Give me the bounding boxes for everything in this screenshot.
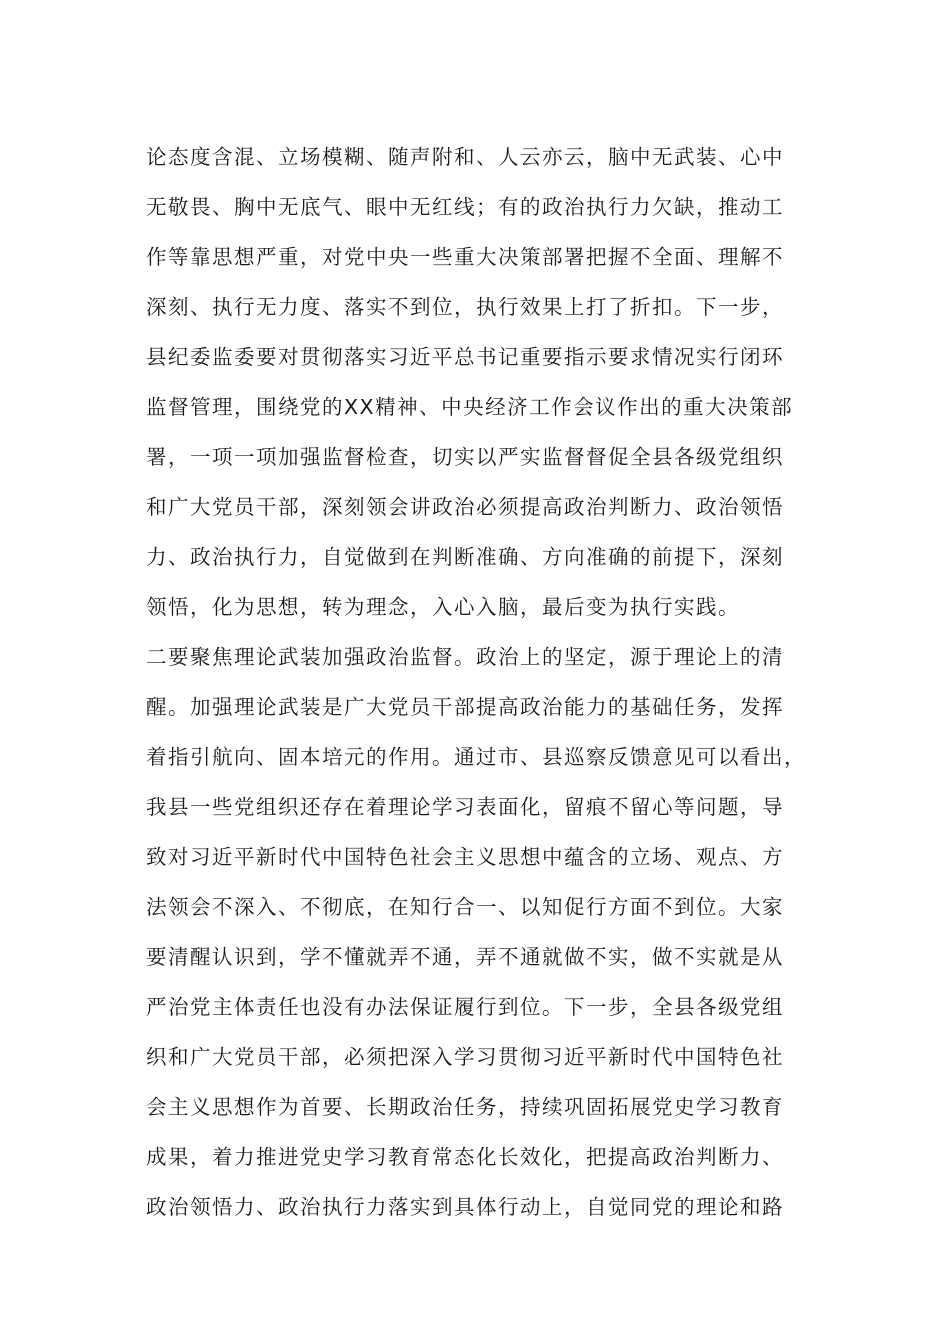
text-line: 监督管理，围绕党的XX精神、中央经济工作会议作出的重大决策部 [146,395,794,419]
text-line: 我县一些党组织还存在着理论学习表面化，留痕不留心等问题，导 [146,795,784,819]
text-line: 论态度含混、立场模糊、随声附和、人云亦云，脑中无武装、心中 [146,145,784,169]
text-line: 严治党主体责任也没有办法保证履行到位。下一步，全县各级党组 [146,995,784,1019]
text-line: 织和广大党员干部，必须把深入学习贯彻习近平新时代中国特色社 [146,1045,784,1069]
text-line: 要清醒认识到，学不懂就弄不通，弄不通就做不实，做不实就是从 [146,945,784,969]
text-line: 法领会不深入、不彻底，在知行合一、以知促行方面不到位。大家 [146,895,784,919]
text-line: 醒。加强理论武装是广大党员干部提高政治能力的基础任务，发挥 [146,695,784,719]
text-line: 领悟，化为思想，转为理念，入心入脑，最后变为执行实践。 [146,595,740,619]
text-line: 深刻、执行无力度、落实不到位，执行效果上打了折扣。下一步， [146,295,784,319]
text-line: 致对习近平新时代中国特色社会主义思想中蕴含的立场、观点、方 [146,845,784,869]
text-line: 署，一项一项加强监督检查，切实以严实监督督促全县各级党组织 [146,445,784,469]
text-line: 力、政治执行力，自觉做到在判断准确、方向准确的前提下，深刻 [146,545,784,569]
document-body-text [146,132,826,1232]
text-line: 县纪委监委要对贯彻落实习近平总书记重要指示要求情况实行闭环 [146,345,784,369]
text-line: 作等靠思想严重，对党中央一些重大决策部署把握不全面、理解不 [146,245,784,269]
text-line: 政治领悟力、政治执行力落实到具体行动上，自觉同党的理论和路 [146,1195,784,1219]
text-line: 会主义思想作为首要、长期政治任务，持续巩固拓展党史学习教育 [146,1095,784,1119]
text-line: 和广大党员干部，深刻领会讲政治必须提高政治判断力、政治领悟 [146,495,784,519]
text-line: 二要聚焦理论武装加强政治监督。政治上的坚定，源于理论上的清 [146,645,784,669]
text-line: 无敬畏、胸中无底气、眼中无红线；有的政治执行力欠缺，推动工 [146,195,784,219]
text-line: 成果，着力推进党史学习教育常态化长效化，把提高政治判断力、 [146,1145,784,1169]
text-line: 着指引航向、固本培元的作用。通过市、县巡察反馈意见可以看出， [146,745,806,769]
